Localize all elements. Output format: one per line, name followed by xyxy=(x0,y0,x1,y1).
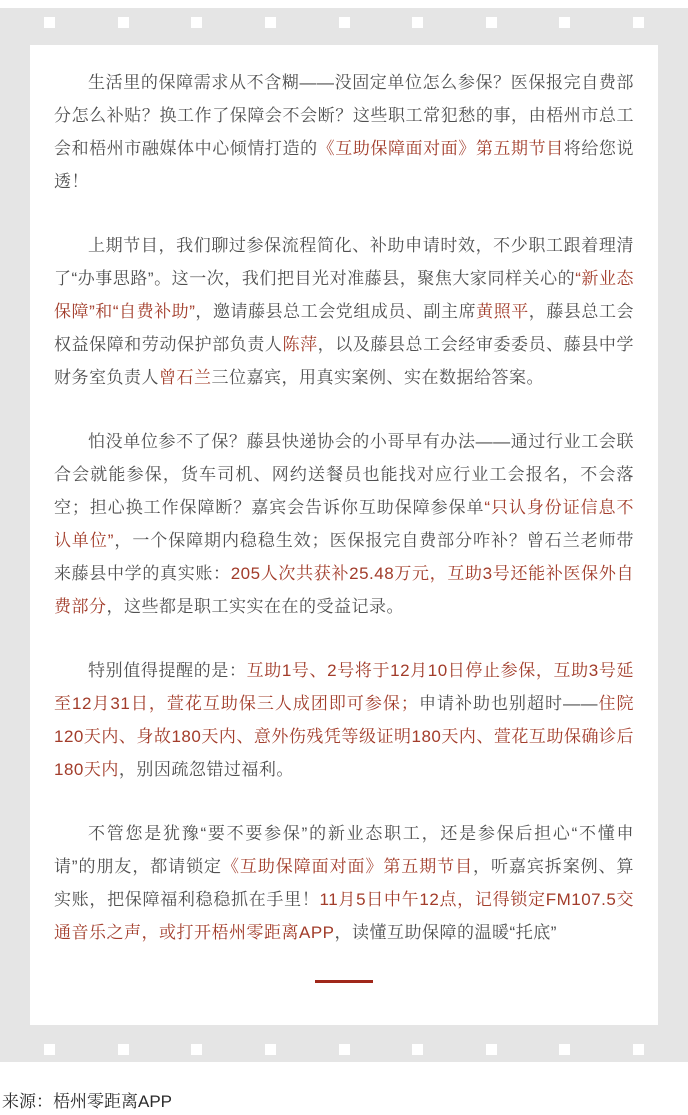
perforation-square xyxy=(412,1044,423,1055)
perforation-square xyxy=(559,17,570,28)
article-card xyxy=(30,45,658,1025)
article-paragraph xyxy=(54,425,634,623)
text-run: 上期节目，我们聊过参保流程简化、补助申请时效，不少职工跟着理清了“办事思路”。这一次，我们把目光对准藤县，聚焦大家同样关心的 xyxy=(54,236,634,288)
film-strip-bottom xyxy=(44,1044,644,1055)
text-run: ，这些都是职工实实在在的受益记录。 xyxy=(106,597,404,616)
article-paragraph xyxy=(54,229,634,394)
perforation-square xyxy=(265,17,276,28)
source-line: 来源：梧州零距离APP xyxy=(2,1092,173,1111)
article-paragraph xyxy=(54,817,634,949)
text-run: 怕没单位参不了保？藤县快递协会的小哥早有办法——通过行业工会联合会就能参保，货车司机、网约送餐员也能找对应行业工会报名，不会落空；担心换工作保障断？嘉宾会告诉你互助保障参保单 xyxy=(54,432,634,517)
perforation-square xyxy=(633,1044,644,1055)
text-run: 将给您说透！ xyxy=(54,139,634,191)
film-strip-top xyxy=(44,17,644,28)
perforation-square xyxy=(339,1044,350,1055)
highlight-run: 曾石兰 xyxy=(159,368,212,387)
highlight-run: “新业态保障”和“自费补助” xyxy=(54,269,634,321)
text-run: 三位嘉宾，用真实案例、实在数据给答案。 xyxy=(211,368,544,387)
perforation-square xyxy=(191,1044,202,1055)
perforation-square xyxy=(191,17,202,28)
perforation-square xyxy=(412,17,423,28)
perforation-square xyxy=(44,17,55,28)
perforation-square xyxy=(265,1044,276,1055)
perforation-square xyxy=(44,1044,55,1055)
text-run: 申请补助也别超时—— xyxy=(418,694,598,713)
article-paragraph xyxy=(54,654,634,786)
text-run: ，一个保障期内稳稳生效；医保报完自费部分咋补？曾石兰老师带来藤县中学的真实账： xyxy=(54,531,634,583)
text-run: ，藤县总工会权益保障和劳动保护部负责人 xyxy=(54,302,635,354)
text-run: 特别值得提醒的是： xyxy=(88,661,247,680)
perforation-square xyxy=(559,1044,570,1055)
highlight-run: “只认身份证信息不认单位” xyxy=(54,498,634,550)
text-run: ，听嘉宾拆案例、算实账，把保障福利稳稳抓在手里！ xyxy=(54,857,635,909)
article-body xyxy=(54,66,634,949)
highlight-run: 11月5日中午12点，记得锁定FM107.5交通音乐之声，或打开梧州零距离APP xyxy=(54,890,634,942)
text-run: 生活里的保障需求从不含糊——没固定单位怎么参保？医保报完自费部分怎么补贴？换工作了保障会不会断？这些职工常犯愁的事，由梧州市总工会和梧州市融媒体中心倾情打造的 xyxy=(54,73,634,158)
perforation-square xyxy=(633,17,644,28)
text-run: ，读懂互助保障的温暖“托底” xyxy=(334,923,557,942)
text-run: ，别因疏忽错过福利。 xyxy=(118,760,294,779)
perforation-square xyxy=(486,17,497,28)
perforation-square xyxy=(118,1044,129,1055)
perforation-square xyxy=(486,1044,497,1055)
perforation-square xyxy=(118,17,129,28)
highlight-run: 陈萍 xyxy=(282,335,318,354)
section-end-divider xyxy=(315,980,373,983)
text-run: 不管您是犹豫“要不要参保”的新业态职工，还是参保后担心“不懂申请”的朋友，都请锁定 xyxy=(54,824,634,876)
highlight-run: 住院120天内、身故180天内、意外伤残凭等级证明180天内、萱花互助保确诊后180天内 xyxy=(54,694,635,779)
text-run: ，以及藤县总工会经审委委员、藤县中学财务室负责人 xyxy=(54,335,634,387)
text-run: ，邀请藤县总工会党组成员、副主席 xyxy=(195,302,477,321)
article-paragraph xyxy=(54,66,634,198)
highlight-run: 《互助保障面对面》第五期节目 xyxy=(317,139,564,158)
highlight-run: 《互助保障面对面》第五期节目 xyxy=(221,857,474,876)
highlight-run: 205人次共获补25.48万元，互助3号还能补医保外自费部分 xyxy=(54,564,635,616)
highlight-run: 黄照平 xyxy=(476,302,529,321)
perforation-square xyxy=(339,17,350,28)
highlight-run: 互助1号、2号将于12月10日停止参保，互助3号延至12月31日，萱花互助保三人成团即可参保； xyxy=(54,661,634,713)
